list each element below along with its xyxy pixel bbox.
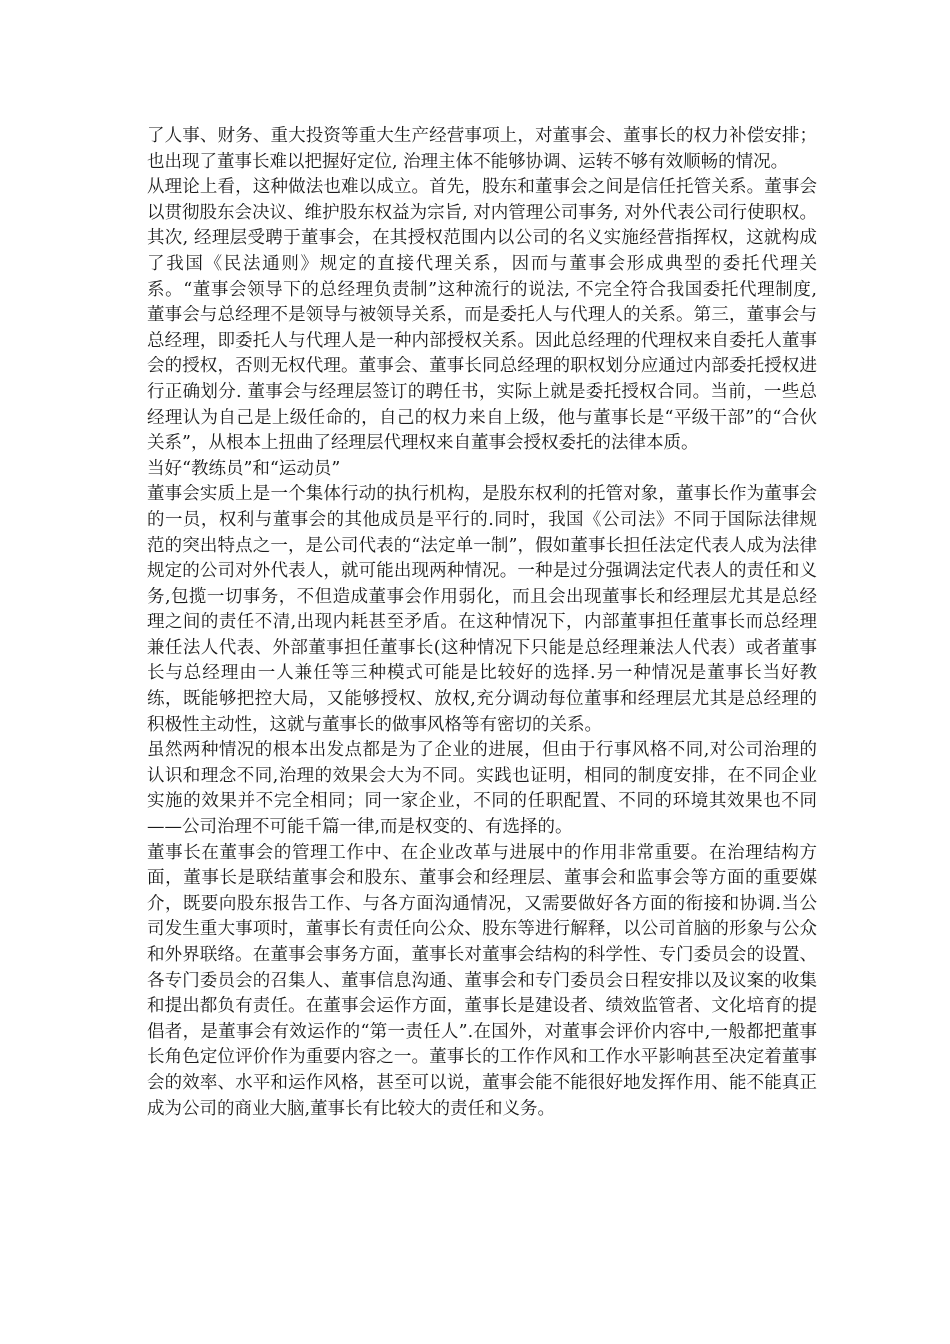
section-heading: 当好“教练员”和“运动员” — [147, 458, 341, 479]
paragraph-collective-body: 董事会实质上是一个集体行动的执行机构，是股东权利的托管对象，董事长作为董事会的一员，权利与董事会的其他成员是平行的.同时，我国《公司法》不同于国际法律规范的突出特点之一，是公司代表的“法定单一制”，假如董事长担任法定代表人成为法律规定的公司对外代表人，就可能出现两种情况。一种是过分强调法定代表人的责任和义务,包揽一切事务，不但造成董事会作用弱化，而且会出现董事长和经理层尤其是总经理之间的责任不清,出现内耗甚至矛盾。在这种情况下，内部董事担任董事长而总经理兼任法人代表、外部董事担任董事长(这种情况下只能是总经理兼法人代表）或者董事长与总经理由一人兼任等三种模式可能是比较好的选择.另一种情况是董事长当好教练，既能够把控大局，又能够授权、放权,充分调动每位董事和经理层尤其是总经理的积极性主动性，这就与董事长的做事风格等有密切的关系。 — [147, 484, 817, 735]
paragraph-two-situations: 虽然两种情况的根本出发点都是为了企业的进展，但由于行事风格不同,对公司治理的认识和理念不同,治理的效果会大为不同。实践也证明，相同的制度安排，在不同企业实施的效果并不完全相同；同一家企业，不同的任职配置、不同的环境其效果也不同——公司治理不可能千篇一律,而是权变的、有选择的。 — [147, 740, 817, 838]
paragraph-theory: 从理论上看，这种做法也难以成立。首先，股东和董事会之间是信任托管关系。董事会以贯彻股东会决议、维护股东权益为宗旨, 对内管理公司事务, 对外代表公司行使职权。其次, 经理层受聘于董事会，在其授权范围内以公司的名义实施经营指挥权，这就构成了我国《民法通则》规定的直接代理关系，因而与董事会形成典型的委托代理关系。“董事会领导下的总经理负责制”这种流行的说法, 不完全符合我国委托代理制度, 董事会与总经理不是领导与被领导关系，而是委托人与代理人的关系。第三，董事会与总经理，即委托人与代理人是一种内部授权关系。因此总经理的代理权来自委托人董事会的授权，否则无权代理。董事会、董事长同总经理的职权划分应通过内部委托授权进行正确划分. 董事会与经理层签订的聘任书，实际上就是委托授权合同。当前，一些总经理认为自己是上级任命的，自己的权力来自上级，他与董事长是“平级干部”的“合伙关系”，从根本上扭曲了经理层代理权来自董事会授权委托的法律本质。 — [147, 177, 817, 454]
paragraph-chairman-role: 董事长在董事会的管理工作中、在企业改革与进展中的作用非常重要。在治理结构方面，董事长是联结董事会和股东、董事会和经理层、董事会和监事会等方面的重要媒介，既要向股东报告工作、与各方面沟通情况，又需要做好各方面的衔接和协调.当公司发生重大事项时，董事长有责任向公众、股东等进行解释，以公司首脑的形象与公众和外界联络。在董事会事务方面，董事长对董事会结构的科学性、专门委员会的设置、各专门委员会的召集人、董事信息沟通、董事会和专门委员会日程安排以及议案的收集和提出都负有责任。在董事会运作方面，董事长是建设者、绩效监管者、文化培育的提倡者，是董事会有效运作的“第一责任人”.在国外，对董事会评价内容中,一般都把董事长角色定位评价作为重要内容之一。董事长的工作作风和工作水平影响甚至决定着董事会的效率、水平和运作风格，甚至可以说，董事会能不能很好地发挥作用、能不能真正成为公司的商业大脑,董事长有比较大的责任和义务。 — [147, 842, 817, 1119]
document-body — [147, 124, 817, 1122]
paragraph-continuation: 了人事、财务、重大投资等重大生产经营事项上，对董事会、董事长的权力补偿安排；也出现了董事长难以把握好定位, 治理主体不能够协调、运转不够有效顺畅的情况。 — [147, 126, 817, 172]
